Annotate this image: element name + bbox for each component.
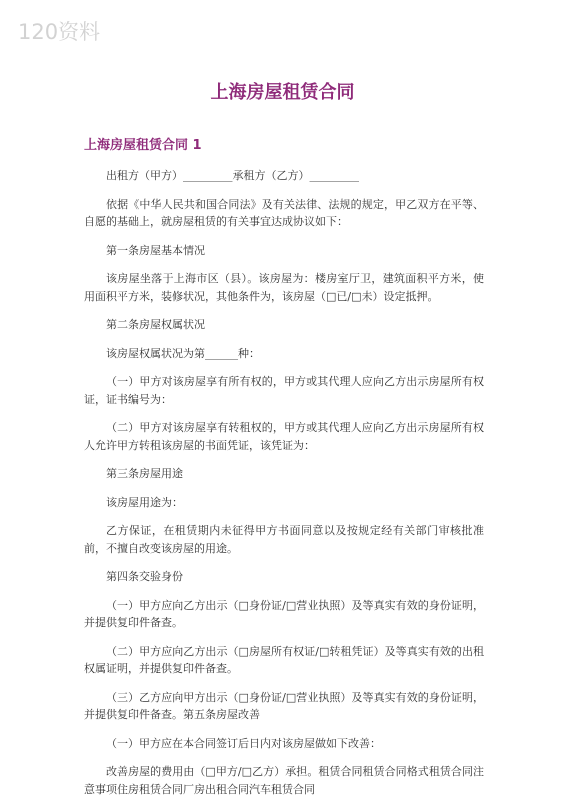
watermark: 120资料 bbox=[18, 20, 101, 44]
contract-paragraph: （二）甲方应向乙方出示（□房屋所有权证/□转租凭证）及等真实有效的出租权属证明，并提供复印件备查。 bbox=[84, 644, 484, 675]
intro-paragraph: 依据《中华人民共和国合同法》及有关法律、法规的规定，甲乙双方在平等、自愿的基础上，就房屋租赁的有关事宜达成协议如下： bbox=[84, 197, 484, 228]
contract-paragraph: （三）乙方应向甲方出示（□身份证/□营业执照）及等真实有效的身份证明，并提供复印件备查。第五条房屋改善 bbox=[84, 690, 484, 721]
article-heading: 第二条房屋权属状况 bbox=[106, 318, 205, 331]
article-heading: 第四条交验身份 bbox=[106, 570, 183, 583]
contract-body bbox=[84, 167, 484, 809]
document-title: 上海房屋租赁合同 bbox=[210, 82, 355, 103]
contract-paragraph: （一）甲方应在本合同签订后日内对该房屋做如下改善： bbox=[106, 736, 381, 750]
contract-paragraph: 该房屋坐落于上海市区（县）。该房屋为：楼房室厅卫，建筑面积平方米，使用面积平方米，装修状况，其他条件为，该房屋（□已/□未）设定抵押。 bbox=[84, 272, 484, 303]
contract-paragraph: （一）甲方应向乙方出示（□身份证/□营业执照）及等真实有效的身份证明，并提供复印件备查。 bbox=[84, 598, 484, 629]
contract-paragraph: 该房屋权属状况为第______种： bbox=[106, 346, 260, 360]
party-line: 出租方（甲方）_________承租方（乙方）_________ bbox=[106, 169, 359, 182]
article-heading: 第三条房屋用途 bbox=[106, 467, 183, 480]
contract-paragraph: （一）甲方对该房屋享有所有权的，甲方或其代理人应向乙方出示房屋所有权证，证书编号为： bbox=[84, 375, 484, 406]
section-heading: 上海房屋租赁合同 1 bbox=[84, 138, 202, 153]
contract-paragraph: 该房屋用途为： bbox=[106, 495, 183, 509]
contract-paragraph: 乙方保证，在租赁期内未征得甲方书面同意以及按规定经有关部门审核批准前，不擅自改变该房屋的用途。 bbox=[84, 524, 484, 555]
article-heading: 第一条房屋基本情况 bbox=[106, 243, 205, 257]
contract-paragraph: 改善房屋的费用由（□甲方/□乙方）承担。租赁合同租赁合同格式租赁合同注意事项住房租赁合同厂房出租合同汽车租赁合同 bbox=[84, 765, 484, 796]
contract-paragraph: （二）甲方对该房屋享有转租权的，甲方或其代理人应向乙方出示房屋所有权人允许甲方转租该房屋的书面凭证，该凭证为： bbox=[84, 421, 484, 452]
